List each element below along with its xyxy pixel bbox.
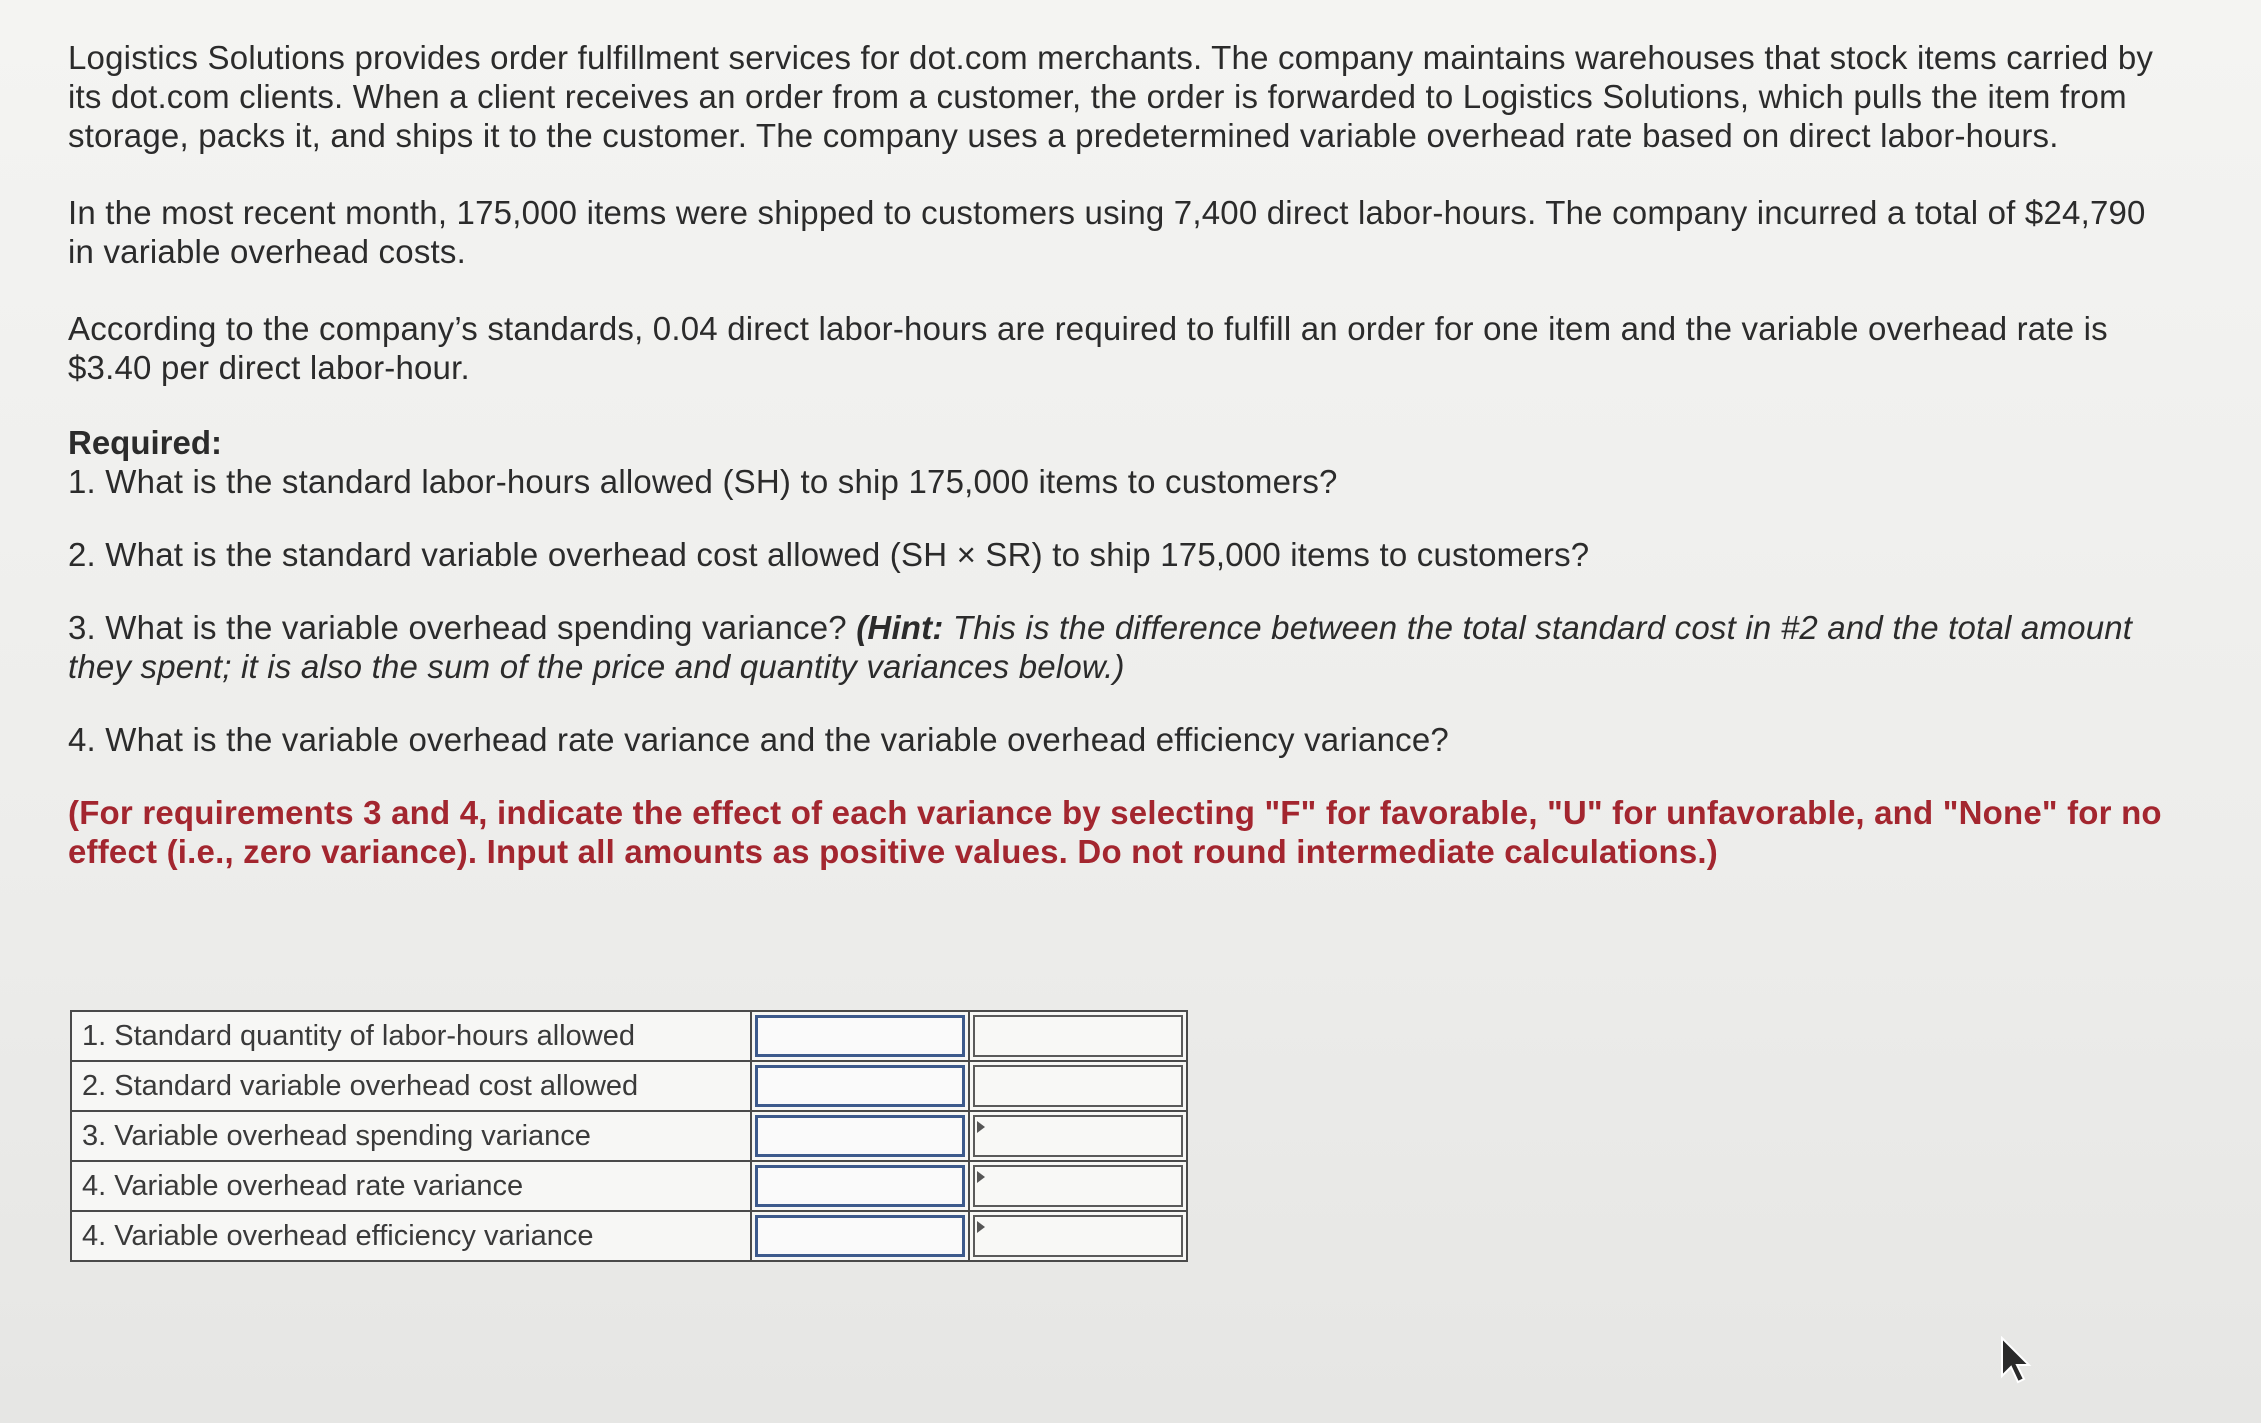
requirement-1: 1. What is the standard labor-hours allowed (SH) to ship 175,000 items to customers? — [68, 463, 1338, 500]
requirement-4: 4. What is the variable overhead rate variance and the variable overhead efficiency variance? — [68, 721, 1449, 758]
amount-input[interactable] — [755, 1115, 965, 1157]
instructions-text: (For requirements 3 and 4, indicate the effect of each variance by selecting "F" for favorable, "U" for unfavorable, and "None" for no effect (i.e., zero variance). Input all amounts as positive values. Do not round intermediate calculations.) — [68, 794, 2162, 870]
required-heading: Required: — [68, 424, 223, 461]
amount-input[interactable] — [755, 1015, 965, 1057]
effect-cell — [969, 1161, 1187, 1211]
table-row — [71, 1161, 1187, 1211]
row-label: 1. Standard quantity of labor-hours allowed — [71, 1011, 751, 1061]
dropdown-caret-icon — [977, 1221, 985, 1233]
effect-select[interactable] — [973, 1065, 1183, 1107]
amount-cell — [751, 1061, 969, 1111]
table-row — [71, 1061, 1187, 1111]
requirement-2: 2. What is the standard variable overhead cost allowed (SH × SR) to ship 175,000 items to customers? — [68, 536, 1590, 573]
amount-input[interactable] — [755, 1165, 965, 1207]
effect-cell — [969, 1211, 1187, 1261]
amount-cell — [751, 1011, 969, 1061]
effect-select[interactable] — [973, 1015, 1183, 1057]
amount-cell — [751, 1111, 969, 1161]
row-label: 2. Standard variable overhead cost allowed — [71, 1061, 751, 1111]
effect-cell — [969, 1111, 1187, 1161]
effect-select[interactable] — [973, 1115, 1183, 1157]
dropdown-caret-icon — [977, 1171, 985, 1183]
requirement-3 — [68, 608, 2178, 686]
hint-label: (Hint: — [856, 609, 944, 646]
hint-text: This is the difference between the total standard cost in #2 and the total amount they spent; it is also the sum of the price and quantity variances below.) — [68, 609, 2133, 685]
answer-table — [70, 1010, 1188, 1262]
row-label: 4. Variable overhead rate variance — [71, 1161, 751, 1211]
effect-select[interactable] — [973, 1165, 1183, 1207]
dropdown-caret-icon — [977, 1121, 985, 1133]
amount-cell — [751, 1161, 969, 1211]
amount-input[interactable] — [755, 1215, 965, 1257]
requirement-3-text: 3. What is the variable overhead spending variance? — [68, 609, 857, 646]
amount-cell — [751, 1211, 969, 1261]
problem-paragraph-2: In the most recent month, 175,000 items were shipped to customers using 7,400 direct labor-hours. The company incurred a total of $24,790 in variable overhead costs. — [68, 194, 2146, 270]
row-label: 3. Variable overhead spending variance — [71, 1111, 751, 1161]
effect-select[interactable] — [973, 1215, 1183, 1257]
problem-paragraph-1: Logistics Solutions provides order fulfillment services for dot.com merchants. The company maintains warehouses that stock items carried by its dot.com clients. When a client receives an order from a customer, the order is forwarded to Logistics Solutions, which pulls the item from storage, packs it, and ships it to the customer. The company uses a predetermined variable overhead rate based on direct labor-hours. — [68, 39, 2154, 154]
row-label: 4. Variable overhead efficiency variance — [71, 1211, 751, 1261]
effect-cell — [969, 1011, 1187, 1061]
problem-paragraph-3: According to the company’s standards, 0.04 direct labor-hours are required to fulfill an order for one item and the variable overhead rate is $3.40 per direct labor-hour. — [68, 310, 2108, 386]
effect-cell — [969, 1061, 1187, 1111]
table-row — [71, 1211, 1187, 1261]
amount-input[interactable] — [755, 1065, 965, 1107]
table-row — [71, 1111, 1187, 1161]
mouse-pointer-icon — [1998, 1336, 2038, 1386]
table-row — [71, 1011, 1187, 1061]
problem-content — [68, 38, 2178, 871]
